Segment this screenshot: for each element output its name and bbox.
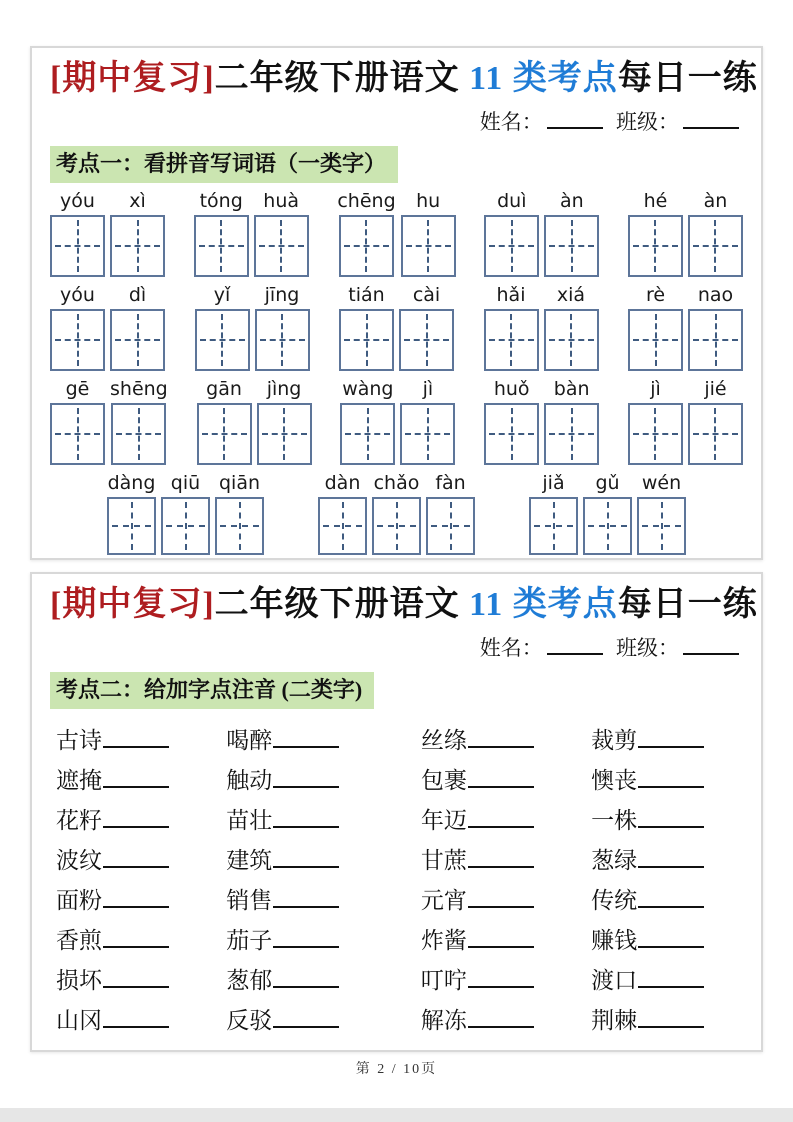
word-item xyxy=(421,1001,591,1041)
tianzige-cell xyxy=(254,215,309,277)
pinyin-syllable: jiǎ xyxy=(542,472,565,494)
pinyin-answer-blank xyxy=(273,846,339,868)
word-text: 波纹 xyxy=(56,848,102,873)
pinyin-syllable: dàn xyxy=(324,472,361,494)
word-item xyxy=(226,881,421,921)
pinyin-unit xyxy=(161,471,210,555)
pinyin-syllable: tián xyxy=(348,284,385,306)
pinyin-syllable: duì xyxy=(497,190,527,212)
tianzige-cell xyxy=(400,403,455,465)
pinyin-syllable: hu xyxy=(416,190,441,212)
word-text: 古诗 xyxy=(56,728,102,753)
pinyin-syllable: qiān xyxy=(218,472,261,494)
tianzige-cell xyxy=(340,403,395,465)
tianzige-cell xyxy=(110,215,165,277)
word-item xyxy=(591,961,737,1001)
pinyin-answer-blank xyxy=(638,1006,704,1028)
pinyin-unit xyxy=(254,189,309,277)
word-item xyxy=(591,801,737,841)
pinyin-answer-blank xyxy=(103,726,169,748)
pinyin-syllable: huǒ xyxy=(493,378,530,400)
pinyin-syllable: dì xyxy=(128,284,147,306)
word-text: 渡口 xyxy=(591,968,638,993)
worksheet-page-1 xyxy=(30,46,763,560)
pinyin-answer-blank xyxy=(273,886,339,908)
pinyin-syllable: huà xyxy=(263,190,300,212)
pinyin-syllable: yóu xyxy=(60,284,95,306)
pinyin-answer-blank xyxy=(103,966,169,988)
word-text: 山冈 xyxy=(56,1008,102,1033)
title-bracket-tag: [期中复习] xyxy=(50,60,215,97)
pinyin-syllable: gē xyxy=(65,378,90,400)
class-label: 班级： xyxy=(616,110,679,134)
pinyin-unit xyxy=(400,377,455,465)
pinyin-syllable: chǎo xyxy=(373,472,420,494)
pinyin-unit xyxy=(583,471,632,555)
pinyin-syllable: rè xyxy=(645,284,666,306)
pinyin-unit xyxy=(110,283,165,371)
word-item xyxy=(591,1001,737,1041)
title-suffix: 每日一练 xyxy=(617,586,758,623)
word-item xyxy=(226,841,421,881)
pinyin-answer-blank xyxy=(468,926,534,948)
word-item xyxy=(56,841,226,881)
pinyin-syllable: cài xyxy=(412,284,441,306)
word-text: 建筑 xyxy=(226,848,273,873)
tianzige-cell xyxy=(529,497,578,555)
tianzige-cell xyxy=(372,497,421,555)
pinyin-unit xyxy=(195,283,250,371)
pinyin-word-group xyxy=(194,189,309,277)
word-text: 茄子 xyxy=(226,928,273,953)
word-text: 甘蔗 xyxy=(420,848,467,873)
pinyin-unit xyxy=(337,189,395,277)
pinyin-unit xyxy=(401,189,456,277)
word-text: 反驳 xyxy=(226,1008,273,1033)
pinyin-answer-blank xyxy=(638,846,704,868)
pinyin-syllable: gān xyxy=(206,378,242,400)
pinyin-answer-blank xyxy=(638,766,704,788)
pinyin-word-group xyxy=(484,377,599,465)
pinyin-answer-blank xyxy=(273,806,339,828)
pinyin-answer-blank xyxy=(638,806,704,828)
word-item xyxy=(226,761,421,801)
pinyin-answer-blank xyxy=(468,806,534,828)
pinyin-unit xyxy=(529,471,578,555)
title-grade-text: 二年级下册语文 xyxy=(214,586,470,623)
word-text: 面粉 xyxy=(56,888,102,913)
word-text: 叮咛 xyxy=(420,968,467,993)
tianzige-cell xyxy=(194,215,249,277)
pinyin-answer-blank xyxy=(638,726,704,748)
pinyin-unit xyxy=(257,377,312,465)
pinyin-unit xyxy=(628,377,683,465)
pinyin-unit xyxy=(628,283,683,371)
pinyin-syllable: hé xyxy=(643,190,668,212)
pinyin-answer-blank xyxy=(103,846,169,868)
tianzige-cell xyxy=(110,309,165,371)
pinyin-unit xyxy=(110,189,165,277)
word-item xyxy=(421,881,591,921)
worksheet-page-2 xyxy=(30,572,763,1052)
pinyin-word-group xyxy=(628,283,743,371)
pinyin-syllable: jìng xyxy=(266,378,302,400)
tianzige-cell xyxy=(484,309,539,371)
tianzige-cell xyxy=(544,403,599,465)
pinyin-unit xyxy=(197,377,252,465)
word-text: 一株 xyxy=(591,808,638,833)
name-blank xyxy=(547,111,603,129)
pinyin-syllable: hǎi xyxy=(496,284,526,306)
pinyin-unit xyxy=(484,377,539,465)
pinyin-answer-blank xyxy=(273,766,339,788)
tianzige-cell xyxy=(426,497,475,555)
pinyin-syllable: yǐ xyxy=(213,284,231,306)
pinyin-answer-blank xyxy=(103,926,169,948)
pinyin-answer-blank xyxy=(468,966,534,988)
pinyin-row xyxy=(50,283,743,371)
word-text: 裁剪 xyxy=(591,728,638,753)
tianzige-cell xyxy=(215,497,264,555)
pinyin-unit xyxy=(688,283,743,371)
title-bracket-tag: [期中复习] xyxy=(50,586,215,623)
word-item xyxy=(56,881,226,921)
word-text: 包裹 xyxy=(420,768,467,793)
page-title xyxy=(50,56,758,102)
word-text: 花籽 xyxy=(56,808,102,833)
pinyin-answer-blank xyxy=(103,1006,169,1028)
pinyin-word-group xyxy=(50,189,165,277)
word-item xyxy=(421,921,591,961)
word-text: 元宵 xyxy=(420,888,467,913)
tianzige-cell xyxy=(50,403,105,465)
pinyin-unit xyxy=(484,189,539,277)
pinyin-grid-area xyxy=(50,189,743,555)
pinyin-unit xyxy=(255,283,310,371)
pinyin-unit xyxy=(544,189,599,277)
pinyin-syllable: jié xyxy=(704,378,727,400)
word-item xyxy=(226,921,421,961)
word-text: 炸酱 xyxy=(420,928,467,953)
pinyin-word-group xyxy=(529,471,686,555)
tianzige-cell xyxy=(401,215,456,277)
pinyin-syllable: fàn xyxy=(435,472,466,494)
class-blank xyxy=(683,111,739,129)
word-item xyxy=(56,961,226,1001)
word-text: 喝醉 xyxy=(226,728,273,753)
pinyin-unit xyxy=(688,189,743,277)
class-blank xyxy=(683,637,739,655)
pinyin-unit xyxy=(484,283,539,371)
word-item xyxy=(56,721,226,761)
pinyin-syllable: àn xyxy=(703,190,728,212)
pinyin-word-group xyxy=(195,283,310,371)
word-text: 赚钱 xyxy=(591,928,638,953)
word-item xyxy=(421,801,591,841)
word-text: 葱郁 xyxy=(226,968,273,993)
tianzige-cell xyxy=(484,215,539,277)
pinyin-unit xyxy=(688,377,743,465)
tianzige-cell xyxy=(111,403,166,465)
pinyin-row xyxy=(50,189,743,277)
tianzige-cell xyxy=(583,497,632,555)
word-item xyxy=(226,801,421,841)
pinyin-word-group xyxy=(50,377,168,465)
word-text: 年迈 xyxy=(420,808,467,833)
pinyin-word-group xyxy=(107,471,264,555)
tianzige-cell xyxy=(637,497,686,555)
pinyin-syllable: nao xyxy=(697,284,734,306)
word-text: 苗壮 xyxy=(226,808,273,833)
pinyin-word-group xyxy=(628,377,743,465)
pinyin-unit xyxy=(544,377,599,465)
pinyin-answer-blank xyxy=(103,806,169,828)
pinyin-unit xyxy=(110,377,168,465)
word-list xyxy=(50,721,743,1041)
pinyin-unit xyxy=(426,471,475,555)
word-item xyxy=(591,881,737,921)
pinyin-row xyxy=(50,377,743,465)
pinyin-syllable: xì xyxy=(129,190,146,212)
pinyin-syllable: qiū xyxy=(170,472,201,494)
tianzige-cell xyxy=(318,497,367,555)
pinyin-answer-blank xyxy=(103,766,169,788)
pinyin-unit xyxy=(544,283,599,371)
word-item xyxy=(226,721,421,761)
word-text: 损坏 xyxy=(56,968,102,993)
pinyin-unit xyxy=(339,283,394,371)
pinyin-word-group xyxy=(484,189,599,277)
pinyin-syllable: àn xyxy=(559,190,584,212)
pinyin-syllable: jīng xyxy=(264,284,300,306)
word-item xyxy=(591,921,737,961)
word-item xyxy=(226,961,421,1001)
word-text: 荆棘 xyxy=(591,1008,638,1033)
name-label: 姓名： xyxy=(479,110,543,134)
pinyin-word-group xyxy=(197,377,312,465)
word-item xyxy=(56,921,226,961)
tianzige-cell xyxy=(628,215,683,277)
name-blank xyxy=(547,637,603,655)
word-item xyxy=(421,721,591,761)
tianzige-cell xyxy=(50,309,105,371)
word-item xyxy=(56,801,226,841)
name-class-line xyxy=(50,632,743,662)
word-item xyxy=(421,961,591,1001)
pinyin-answer-blank xyxy=(638,966,704,988)
pinyin-unit xyxy=(215,471,264,555)
word-item xyxy=(591,721,737,761)
tianzige-cell xyxy=(544,215,599,277)
pinyin-word-group xyxy=(337,189,455,277)
pinyin-word-group xyxy=(339,283,454,371)
pinyin-unit xyxy=(194,189,249,277)
title-highlight: 11 类考点 xyxy=(469,586,618,623)
pinyin-row xyxy=(50,471,743,555)
tianzige-cell xyxy=(484,403,539,465)
pinyin-unit xyxy=(637,471,686,555)
pinyin-answer-blank xyxy=(638,926,704,948)
word-text: 懊丧 xyxy=(591,768,638,793)
tianzige-cell xyxy=(257,403,312,465)
tianzige-cell xyxy=(688,403,743,465)
pinyin-word-group xyxy=(628,189,743,277)
pinyin-word-group xyxy=(484,283,599,371)
pinyin-answer-blank xyxy=(638,886,704,908)
pinyin-syllable: wén xyxy=(641,472,682,494)
word-text: 传统 xyxy=(591,888,638,913)
title-suffix: 每日一练 xyxy=(617,60,758,97)
tianzige-cell xyxy=(544,309,599,371)
pinyin-answer-blank xyxy=(468,846,534,868)
word-text: 触动 xyxy=(226,768,273,793)
page-number-indicator: 第 2 / 10页 xyxy=(355,1062,438,1077)
tianzige-cell xyxy=(161,497,210,555)
section-banner-1: 考点一：看拼音写词语（一类字） xyxy=(50,146,398,183)
pinyin-syllable: shēng xyxy=(110,378,168,400)
pinyin-syllable: wàng xyxy=(342,378,394,400)
tianzige-cell xyxy=(255,309,310,371)
pinyin-word-group xyxy=(340,377,455,465)
pinyin-unit xyxy=(50,377,105,465)
pinyin-syllable: yóu xyxy=(60,190,95,212)
pinyin-answer-blank xyxy=(273,926,339,948)
tianzige-cell xyxy=(339,215,394,277)
word-item xyxy=(421,761,591,801)
tianzige-cell xyxy=(399,309,454,371)
pinyin-syllable: tóng xyxy=(199,190,243,212)
word-text: 丝绦 xyxy=(420,728,467,753)
word-item xyxy=(56,1001,226,1041)
pinyin-unit xyxy=(50,283,105,371)
pinyin-answer-blank xyxy=(468,886,534,908)
pinyin-unit xyxy=(340,377,395,465)
pinyin-syllable: jì xyxy=(650,378,661,400)
section-banner-2: 考点二：给加字点注音 (二类字) xyxy=(50,672,374,709)
pinyin-unit xyxy=(628,189,683,277)
word-item xyxy=(591,761,737,801)
pinyin-syllable: bàn xyxy=(553,378,590,400)
word-text: 解冻 xyxy=(420,1008,467,1033)
tianzige-cell xyxy=(688,309,743,371)
pinyin-syllable: jì xyxy=(422,378,434,400)
page-title xyxy=(50,582,758,628)
word-item xyxy=(56,761,226,801)
word-item xyxy=(226,1001,421,1041)
pinyin-syllable: gǔ xyxy=(595,472,620,494)
pinyin-unit xyxy=(372,471,421,555)
word-text: 遮掩 xyxy=(56,768,102,793)
tianzige-cell xyxy=(197,403,252,465)
pinyin-word-group xyxy=(50,283,165,371)
title-highlight: 11 类考点 xyxy=(469,60,618,97)
name-label: 姓名： xyxy=(479,636,543,660)
class-label: 班级： xyxy=(616,636,679,660)
pinyin-unit xyxy=(50,189,105,277)
pinyin-answer-blank xyxy=(273,1006,339,1028)
word-text: 香煎 xyxy=(56,928,102,953)
tianzige-cell xyxy=(339,309,394,371)
word-text: 销售 xyxy=(226,888,273,913)
pinyin-answer-blank xyxy=(468,1006,534,1028)
pinyin-answer-blank xyxy=(103,886,169,908)
tianzige-cell xyxy=(50,215,105,277)
pinyin-answer-blank xyxy=(273,726,339,748)
word-text: 葱绿 xyxy=(591,848,638,873)
pinyin-syllable: dàng xyxy=(107,472,156,494)
pinyin-syllable: chēng xyxy=(337,190,396,212)
tianzige-cell xyxy=(628,309,683,371)
word-item xyxy=(421,841,591,881)
tianzige-cell xyxy=(688,215,743,277)
pinyin-unit xyxy=(399,283,454,371)
title-grade-text: 二年级下册语文 xyxy=(214,60,470,97)
pinyin-answer-blank xyxy=(273,966,339,988)
word-item xyxy=(591,841,737,881)
page-separator-band xyxy=(0,1108,793,1122)
pinyin-answer-blank xyxy=(468,726,534,748)
name-class-line xyxy=(50,106,743,136)
pinyin-word-group xyxy=(318,471,475,555)
pinyin-unit xyxy=(318,471,367,555)
tianzige-cell xyxy=(107,497,156,555)
tianzige-cell xyxy=(195,309,250,371)
pinyin-unit xyxy=(107,471,156,555)
pinyin-syllable: xiá xyxy=(556,284,586,306)
pinyin-answer-blank xyxy=(468,766,534,788)
tianzige-cell xyxy=(628,403,683,465)
